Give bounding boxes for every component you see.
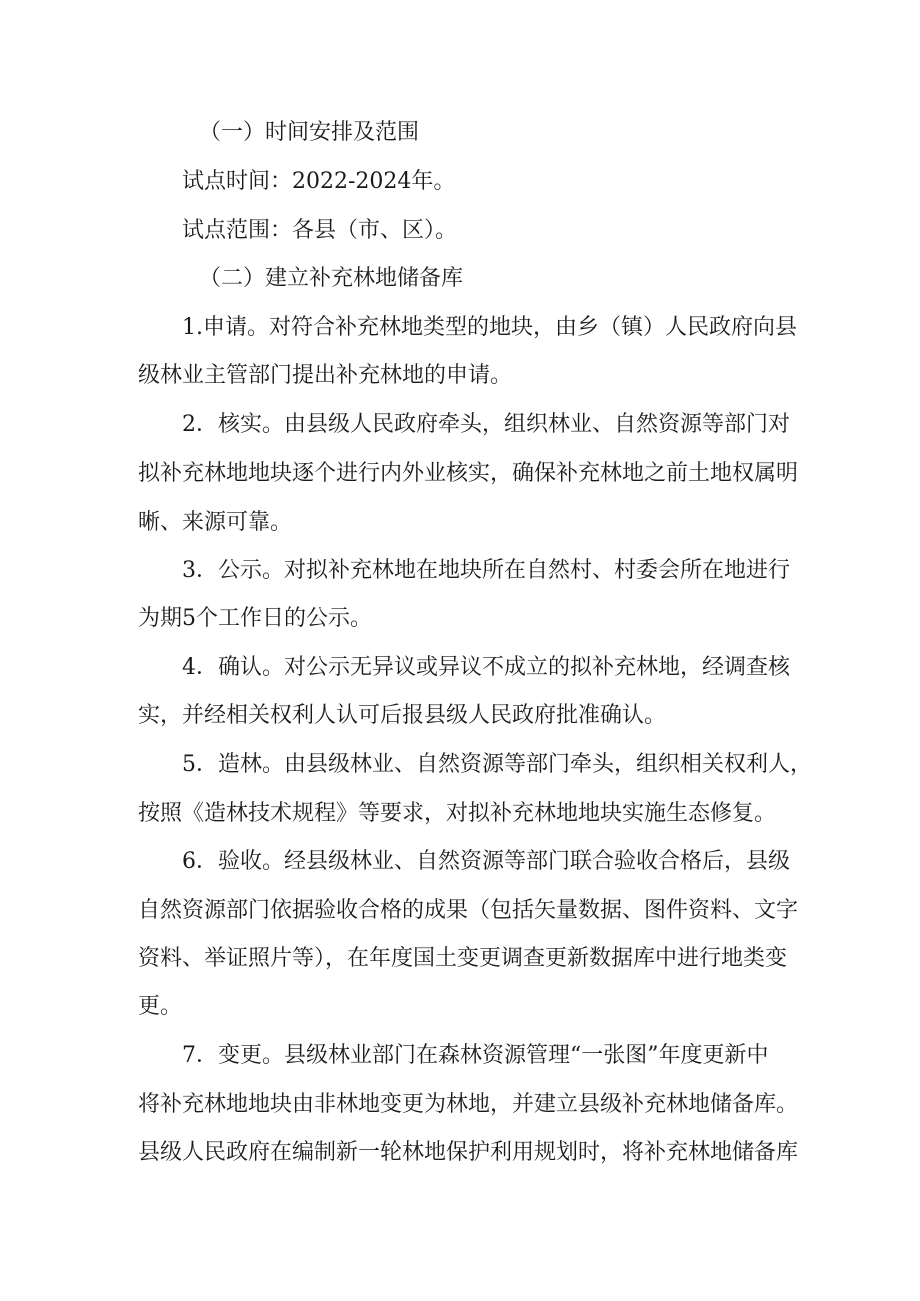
item-4-line-2: 实，并经相关权利人认可后报县级人民政府批准确认。 <box>138 703 667 728</box>
item-4-line-1: 4．确认。对公示无异议或异议不成立的拟补充林地，经调查核 <box>182 655 790 680</box>
item-6-line-4: 更。 <box>138 994 183 1019</box>
pilot-time: 试点时间：2022-2024年。 <box>182 169 456 194</box>
item-7-line-1: 7．变更。县级林业部门在森林资源管理“一张图”年度更新中 <box>182 1043 769 1068</box>
item-6-line-3: 资料、举证照片等），在年度国土变更调查更新数据库中进行地类变 <box>138 946 788 971</box>
section-heading-1: （一）时间安排及范围 <box>199 120 420 145</box>
item-2-line-2: 拟补充林地地块逐个进行内外业核实，确保补充林地之前土地权属明 <box>138 461 799 486</box>
item-2-line-1: 2．核实。由县级人民政府牵头，组织林业、自然资源等部门对 <box>182 412 790 437</box>
item-5-line-2: 按照《造林技术规程》等要求，对拟补充林地地块实施生态修复。 <box>138 801 777 826</box>
item-1-line-2: 级林业主管部门提出补充林地的申请。 <box>138 363 513 388</box>
item-3-line-1: 3．公示。对拟补充林地在地块所在自然村、村委会所在地进行 <box>182 558 790 583</box>
item-5-line-1: 5．造林。由县级林业、自然资源等部门牵头，组织相关权利人， <box>182 752 812 777</box>
item-3-line-2: 为期5个工作日的公示。 <box>138 606 372 631</box>
pilot-scope: 试点范围：各县（市、区）。 <box>182 218 458 243</box>
item-6-line-1: 6．验收。经县级林业、自然资源等部门联合验收合格后，县级 <box>182 849 790 874</box>
section-heading-2: （二）建立补充林地储备库 <box>199 266 464 291</box>
item-1-line-1: 1.申请。对符合补充林地类型的地块，由乡（镇）人民政府向县 <box>182 315 797 340</box>
item-2-line-3: 晰、来源可靠。 <box>138 510 293 535</box>
item-6-line-2: 自然资源部门依据验收合格的成果（包括矢量数据、图件资料、文字 <box>138 898 799 923</box>
item-7-line-2: 将补充林地地块由非林地变更为林地，并建立县级补充林地储备库。 <box>138 1092 799 1117</box>
item-7-line-3: 县级人民政府在编制新一轮林地保护利用规划时，将补充林地储备库 <box>138 1140 799 1165</box>
